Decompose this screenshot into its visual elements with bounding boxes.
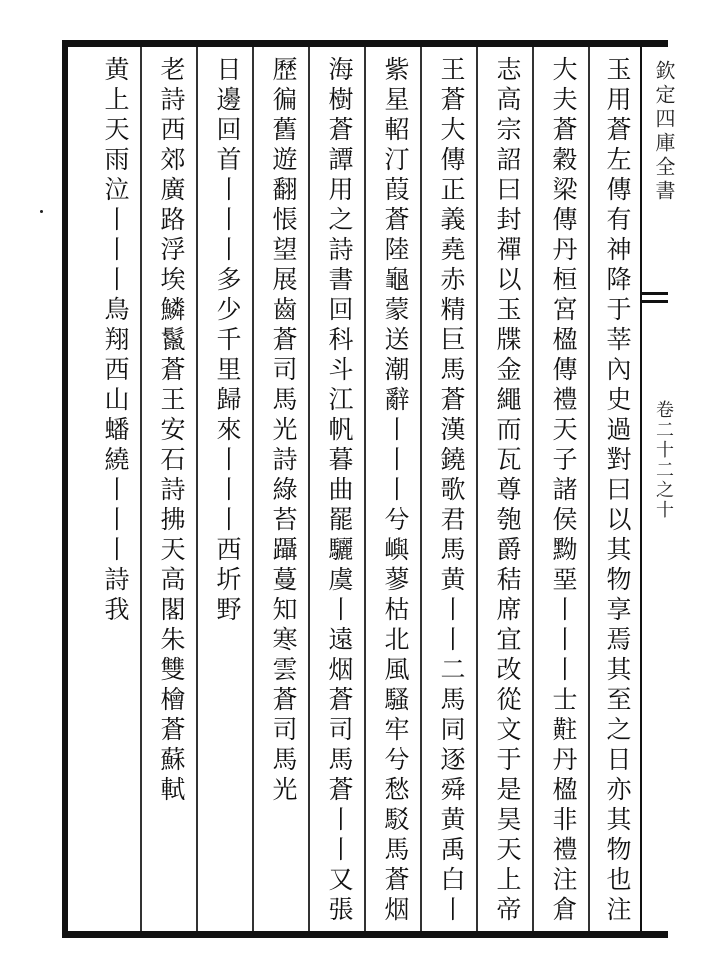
volume-number: 卷二十二之十 (653, 400, 674, 520)
stray-mark (40, 210, 43, 213)
text-column: 海樹蒼譚用之詩書回科斗江帆暮曲罷驪虞丨遠烟蒼司馬蒼丨丨又張 (325, 56, 354, 926)
text-column: 老詩西郊廣路浮埃鱗鬣蒼王安石詩拂天高閣朱雙檜蒼蘇軾 (157, 56, 186, 806)
text-column: 王蒼大傳正義堯赤精巨馬蒼漢鐃歌君馬黄丨丨二馬同逐舜黄禹白丨 (437, 56, 466, 926)
text-column: 志高宗詔曰封禪以玉牒金繩而瓦尊匏爵秸席宜改從文于是昊天上帝 (493, 56, 522, 926)
text-column: 紫星軺汀葭蒼陸龜蒙送潮辭丨丨丨兮嶼蓼枯北風騷牢兮愁駁馬蒼烟 (381, 56, 410, 926)
margin-divider (640, 292, 668, 295)
text-column: 玉用蒼左傳有神降于莘內史過對曰以其物享焉其至之日亦其物也注 (603, 56, 632, 926)
text-column: 日邊回首丨丨丨多少千里歸來丨丨丨西圻野 (213, 56, 242, 626)
text-column: 黄上天雨泣丨丨丨鳥翔西山蟠繞丨丨丨詩我 (101, 56, 130, 626)
margin-divider (640, 300, 668, 303)
text-column: 歷徧舊遊翻悵望展齒蒼司馬光詩綠苔躡蔓知寒雲蒼司馬光 (269, 56, 298, 806)
text-column: 大夫蒼穀梁傳丹桓宮楹傳禮天子諸侯黝堊丨丨丨士黈丹楹非禮注倉 (549, 56, 578, 926)
book-title: 欽定四庫全書 (652, 60, 676, 204)
